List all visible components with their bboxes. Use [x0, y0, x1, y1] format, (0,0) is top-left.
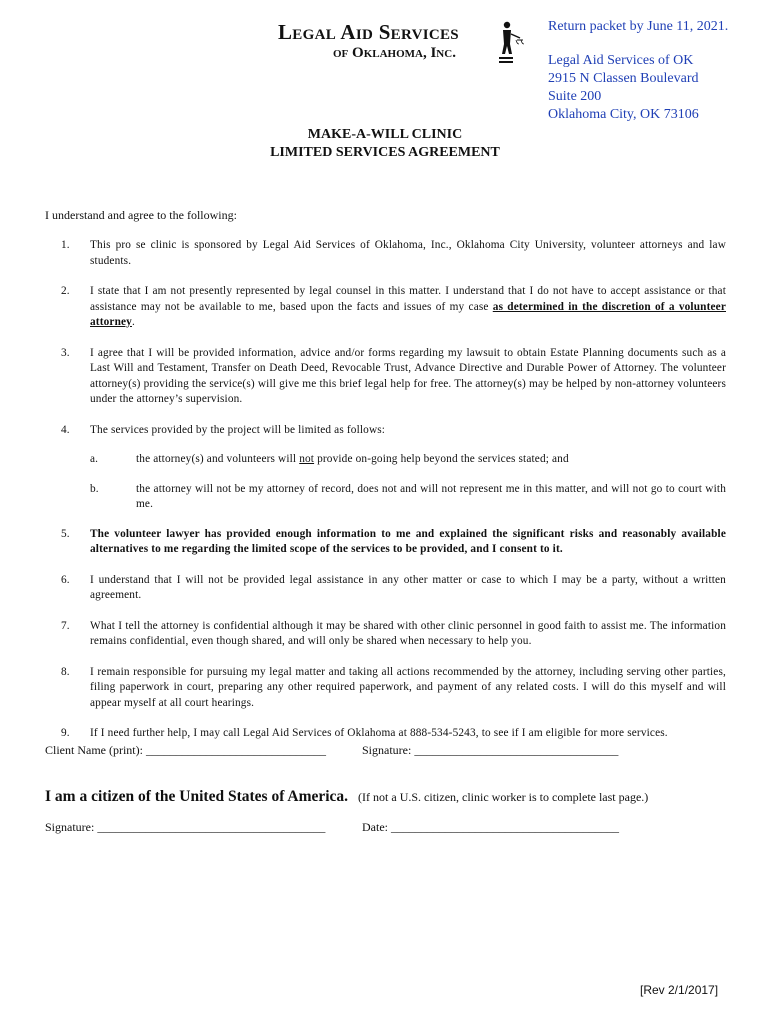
sub-list: [90, 452, 726, 513]
term-text: I understand that I will not be provided legal assistance in any other matter or case to which I may be a party, without a written agreement.: [90, 573, 726, 601]
citizen-statement-row: [45, 788, 648, 806]
citizen-note: (If not a U.S. citizen, clinic worker is to complete last page.): [358, 790, 649, 804]
sub-text: [136, 452, 726, 468]
term-text: [90, 284, 726, 331]
return-address-block: [548, 18, 728, 124]
terms-list: [44, 238, 726, 742]
justice-figure-icon: [496, 20, 526, 64]
citizen-signature-field[interactable]: Signature: ______________________________________: [45, 820, 326, 834]
term-text: I agree that I will be provided information, advice and/or forms regarding my lawsuit to obtain Estate Planning documents such as a Last Will and Testament, Transfer on Death Deed, Revocable Trust, Advance Directive and Durable Power of Attorney. The volunteer attorney(s) providing the service(s) will give me this brief legal help for free. The attorney(s) may be helped by non-attorney volunteers under the attorney’s supervision.: [90, 346, 726, 405]
term-number: 6.: [61, 573, 70, 586]
address-line: Suite 200: [548, 89, 602, 104]
sub-text: the attorney will not be my attorney of record, does not and will not represent me in this matter, and will not go to court with me.: [136, 482, 726, 510]
term-item: [44, 346, 726, 408]
term-item: [44, 619, 726, 650]
term-text: The services provided by the project will be limited as follows:: [90, 423, 386, 436]
sub-text-before: the attorney(s) and volunteers will: [136, 453, 300, 465]
term-number: 3.: [61, 346, 70, 359]
term-number: 1.: [61, 239, 70, 251]
title-line-1: MAKE-A-WILL CLINIC: [307, 127, 463, 142]
term-item: [44, 726, 726, 742]
term-number: 5.: [61, 527, 70, 540]
term-number: 8.: [61, 665, 70, 678]
term-text: I remain responsible for pursuing my legal matter and taking all actions recommended by the attorney, including serving other parties, filing paperwork in court, preparing any other required paperwork, and payment of any related costs. I will do this myself and will appear myself at all court hearings.: [90, 665, 726, 709]
address-line: Oklahoma City, OK 73106: [548, 107, 699, 122]
term-number: 7.: [61, 619, 70, 632]
legal-aid-logo: [278, 20, 528, 68]
revision-label: [Rev 2/1/2017]: [640, 983, 719, 997]
sub-item: [90, 452, 726, 468]
term-number: 9.: [61, 727, 70, 739]
client-name-field[interactable]: Client Name (print): ______________________________: [45, 743, 326, 757]
logo-line-2: of Oklahoma, Inc.: [333, 45, 456, 61]
term-item: [44, 284, 726, 331]
term-item: [44, 573, 726, 604]
sub-letter: b.: [90, 482, 99, 495]
term-item: [44, 527, 726, 558]
term-text: The volunteer lawyer has provided enough information to me and explained the significant risks and reasonably available alternatives to me regarding the limited scope of the services to be provided, and I consent to it.: [90, 527, 726, 555]
underlined-word: not: [299, 453, 315, 465]
term-text: This pro se clinic is sponsored by Legal Aid Services of Oklahoma, Inc., Oklahoma City University, volunteer attorneys and law students.: [90, 239, 726, 267]
term-text-tail: .: [131, 316, 135, 328]
intro-text: I understand and agree to the following:: [45, 208, 237, 222]
sub-item: [90, 482, 726, 513]
logo-line-1: Legal Aid Services: [278, 20, 459, 44]
return-deadline: Return packet by June 11, 2021.: [548, 19, 729, 34]
term-item: [44, 665, 726, 712]
citizen-statement: I am a citizen of the United States of America.: [45, 788, 349, 805]
term-text: If I need further help, I may call Legal Aid Services of Oklahoma at 888-534-5243, to see if I am eligible for more services.: [90, 727, 668, 739]
term-text-main: I state that I am not presently represented by legal counsel in this matter. I understand that I do not have to accept assistance or that assistance may not be available to me, based upon the facts and issues of my case: [90, 285, 726, 313]
address-line: Legal Aid Services of OK: [548, 53, 694, 68]
term-number: 4.: [61, 423, 70, 436]
term-item: [44, 423, 726, 513]
signature-field[interactable]: Signature: __________________________________: [362, 743, 619, 757]
term-text: What I tell the attorney is confidential although it may be shared with other clinic personnel in good faith to assist me. The information remains confidential, even though shared, and will only be shared when necessary to help you.: [90, 619, 726, 647]
sub-text-after: provide on-going help beyond the services stated; and: [314, 453, 569, 465]
date-field[interactable]: Date: ______________________________________: [362, 820, 619, 834]
address-line: 2915 N Classen Boulevard: [548, 71, 699, 86]
emphasized-text: as determined in the discretion of a volunteer attorney: [90, 300, 726, 328]
title-line-2: LIMITED SERVICES AGREEMENT: [270, 145, 500, 160]
term-item: [44, 238, 726, 269]
term-number: 2.: [61, 285, 70, 297]
sub-letter: a.: [90, 453, 99, 465]
document-title: [0, 126, 770, 162]
